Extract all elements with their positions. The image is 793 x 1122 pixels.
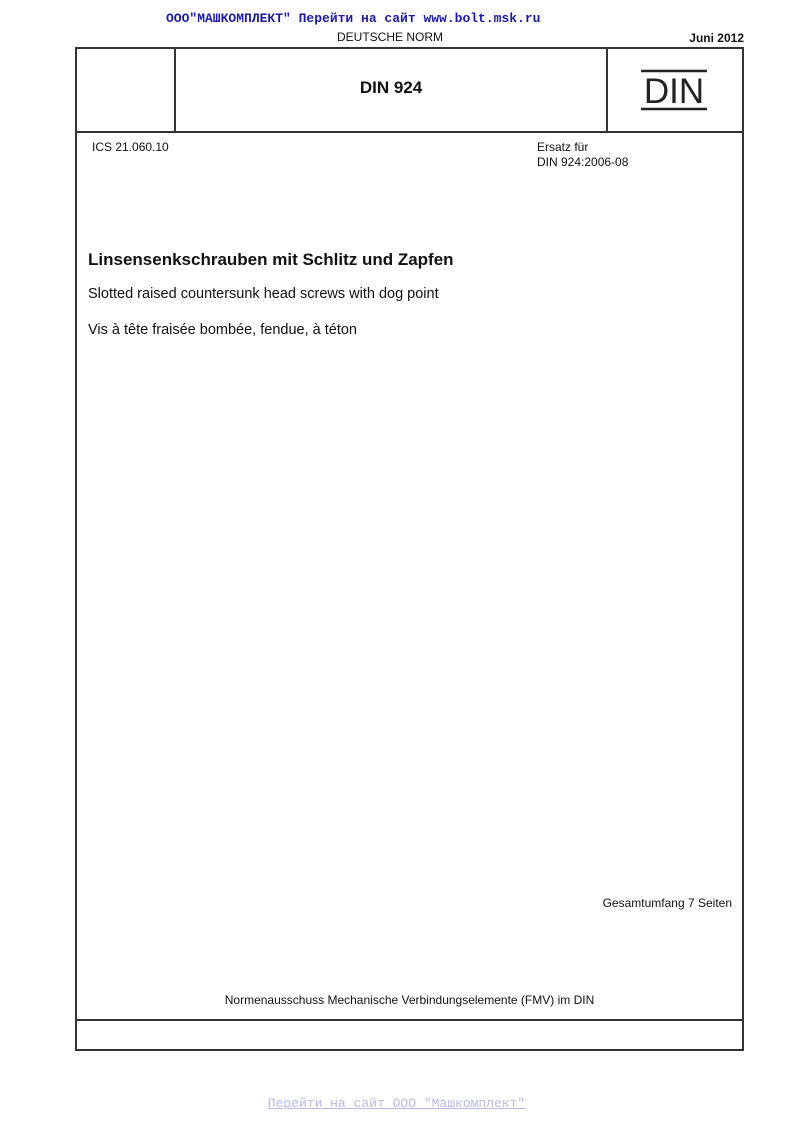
document-frame xyxy=(75,47,744,1051)
header-row xyxy=(77,49,742,133)
ics-code: ICS 21.060.10 xyxy=(92,140,169,154)
replaces-value: DIN 924:2006-08 xyxy=(537,155,629,169)
header-cell-left xyxy=(77,49,176,131)
din-logo xyxy=(641,69,707,111)
committee: Normenausschuss Mechanische Verbindungselemente (FMV) im DIN xyxy=(224,993,595,1007)
issue-date: Juni 2012 xyxy=(689,31,744,45)
doc-number: DIN 924 xyxy=(359,78,423,97)
din-logo-text: DIN xyxy=(643,72,705,111)
site-link-bottom[interactable]: Перейти на сайт ООО "Машкомплект" xyxy=(267,1096,526,1111)
title-english: Slotted raised countersunk head screws with dog point xyxy=(88,286,439,302)
site-link-top[interactable]: ООО"МАШКОМПЛЕКТ" Перейти на сайт www.bolt.msk.ru xyxy=(166,11,541,26)
page-count: Gesamtumfang 7 Seiten xyxy=(602,896,732,910)
replaces-label: Ersatz für xyxy=(537,140,589,154)
title-french: Vis à tête fraisée bombée, fendue, à téton xyxy=(88,322,357,338)
din-logo-cell xyxy=(606,49,742,131)
footer-divider xyxy=(77,1019,742,1021)
title-german: Linsensenkschrauben mit Schlitz und Zapfen xyxy=(88,250,454,269)
norm-type: DEUTSCHE NORM xyxy=(336,30,443,44)
